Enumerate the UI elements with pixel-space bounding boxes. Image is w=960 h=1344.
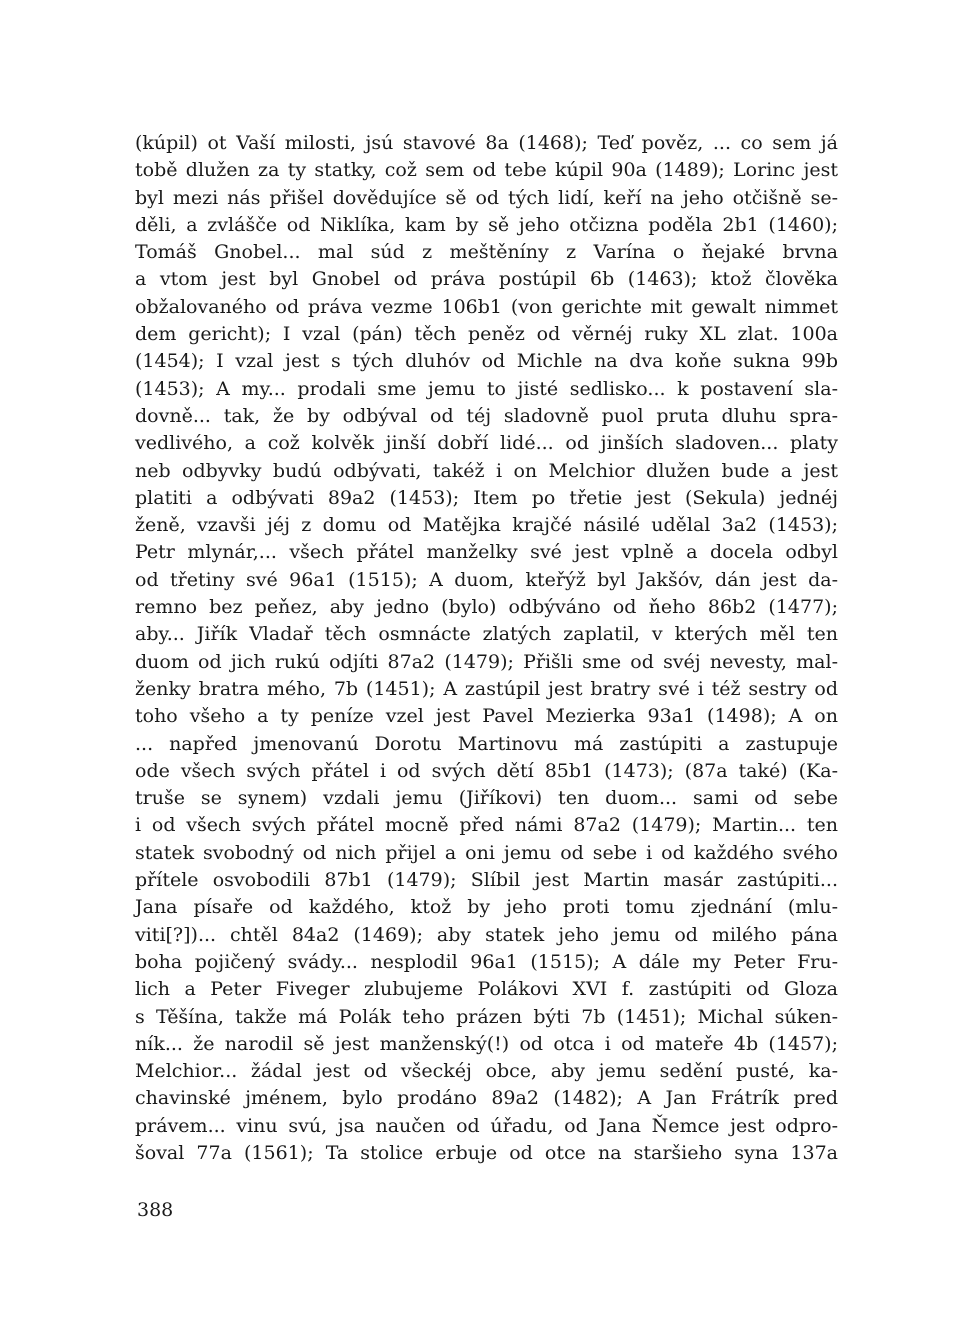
text-line: dovně... tak, že by odbýval od téj sladovně puol pruta dluhu spra- <box>135 404 838 427</box>
text-line: šoval 77a (1561); Ta stolice erbuje od otce na staršieho syna 137a <box>135 1141 838 1164</box>
body-text <box>135 130 838 1167</box>
text-line: ode všech svých přátel i od svých dětí 85b1 (1473); (87a také) (Ka- <box>135 759 838 782</box>
text-line: remno bez peňez, aby jedno (bylo) odbýváno od ňeho 86b2 (1477); <box>135 596 838 619</box>
text-line: duom od jich rukú odjíti 87a2 (1479); Přišli sme od svéj nevesty, mal- <box>135 650 838 673</box>
text-line: viti[?])... chtěl 84a2 (1469); aby statek jeho jemu od milého pána <box>135 923 838 946</box>
text-line: ník... že narodil sě jest manženský(!) od otca i od mateře 4b (1457); <box>135 1032 838 1055</box>
text-line: Petr mlynár,... všech přátel manželky své jest vplně a docela odbyl <box>135 541 838 564</box>
text-line: boha pojičený svády... nesplodil 96a1 (1515); A dále my Peter Fru- <box>135 950 838 973</box>
text-line: statek svobodný od nich přijel a oni jemu od sebe i od každého svého <box>135 841 838 864</box>
text-line: ženky bratra mého, 7b (1451); A zastúpil jest bratry své i též sestry od <box>135 677 838 700</box>
text-line: a vtom jest byl Gnobel od práva postúpil 6b (1463); ktož člověka <box>135 268 838 291</box>
text-line: tobě dlužen za ty statky, což sem od tebe kúpil 90a (1489); Lorinc jest <box>135 159 838 182</box>
text-line: lich a Peter Fiveger zlubujeme Polákovi XVI f. zastúpiti od Gloza <box>135 978 838 1001</box>
text-line: právem... vinu svú, jsa naučen od úřadu, od Jana Ňemce jest odpro- <box>135 1114 838 1137</box>
text-line: truše se synem) vzdali jemu (Jiříkovi) ten duom... sami od sebe <box>135 787 838 810</box>
text-line: i od všech svých přátel mocně před námi 87a2 (1479); Martin... ten <box>135 814 838 837</box>
page-number: 388 <box>137 1199 174 1221</box>
text-line: neb odbyvky budú odbývati, takéž i on Melchior dlužen bude a jest <box>135 459 838 482</box>
text-line: ... napřed jmenovanú Dorotu Martinovu má zastúpiti a zastupuje <box>135 732 838 755</box>
text-line: obžalovaného od práva vezme 106b1 (von gerichte mit gewalt nimmet <box>135 295 838 318</box>
text-line: platiti a odbývati 89a2 (1453); Item po třetie jest (Sekula) jednéj <box>135 486 838 509</box>
text-line: chavinské jménem, bylo prodáno 89a2 (1482); A Jan Frátrík pred <box>135 1087 838 1110</box>
text-line: (1454); I vzal jest s tých dluhóv od Michle na dva koňe sukna 99b <box>135 350 838 373</box>
text-line: dem gericht); I vzal (pán) těch peněz od věrnéj ruky XL zlat. 100a <box>135 323 838 346</box>
text-line: aby... Jiřík Vladař těch osmnácte zlatých zaplatil, v kterých měl ten <box>135 623 838 646</box>
text-line: (1453); A my... prodali sme jemu to jisté sedlisko... k postavení sla- <box>135 377 838 400</box>
text-line: děli, a zvlášče od Niklíka, kam by sě jeho otčizna poděla 2b1 (1460); <box>135 213 838 236</box>
text-line: od třetiny své 96a1 (1515); A duom, kteřýž byl Jakšóv, dán jest da- <box>135 568 838 591</box>
text-line: přítele osvobodili 87b1 (1479); Slíbil jest Martin masár zastúpiti... <box>135 869 838 892</box>
text-line: vedlivého, a což kolvěk jinší dobří lidé... od jinších sladoven... platy <box>135 432 838 455</box>
text-line: Jana písaře od každého, ktož by jeho proti tomu zjednání (mlu- <box>135 896 838 919</box>
text-line: ženě, vzavši jéj z domu od Matějka krajčé násilé udělal 3a2 (1453); <box>135 514 838 537</box>
text-line: toho všeho a ty peníze vzel jest Pavel Mezierka 93a1 (1498); A on <box>135 705 838 728</box>
text-line: Tomáš Gnobel... mal súd z meštěníny z Varína o ňejaké brvna <box>135 241 838 264</box>
text-line: s Těšína, takže má Polák teho prázen býti 7b (1451); Michal súken- <box>135 1005 838 1028</box>
text-line: byl mezi nás přišel dovědujíce sě od tých lidí, keří na jeho otčišně se- <box>135 186 838 209</box>
text-line: Melchior... žádal jest od všeckéj obce, aby jemu sedění pusté, ka- <box>135 1060 838 1083</box>
text-line: (kúpil) ot Vaší milosti, jsú stavové 8a (1468); Teď pověz, ... co sem já <box>135 132 838 154</box>
